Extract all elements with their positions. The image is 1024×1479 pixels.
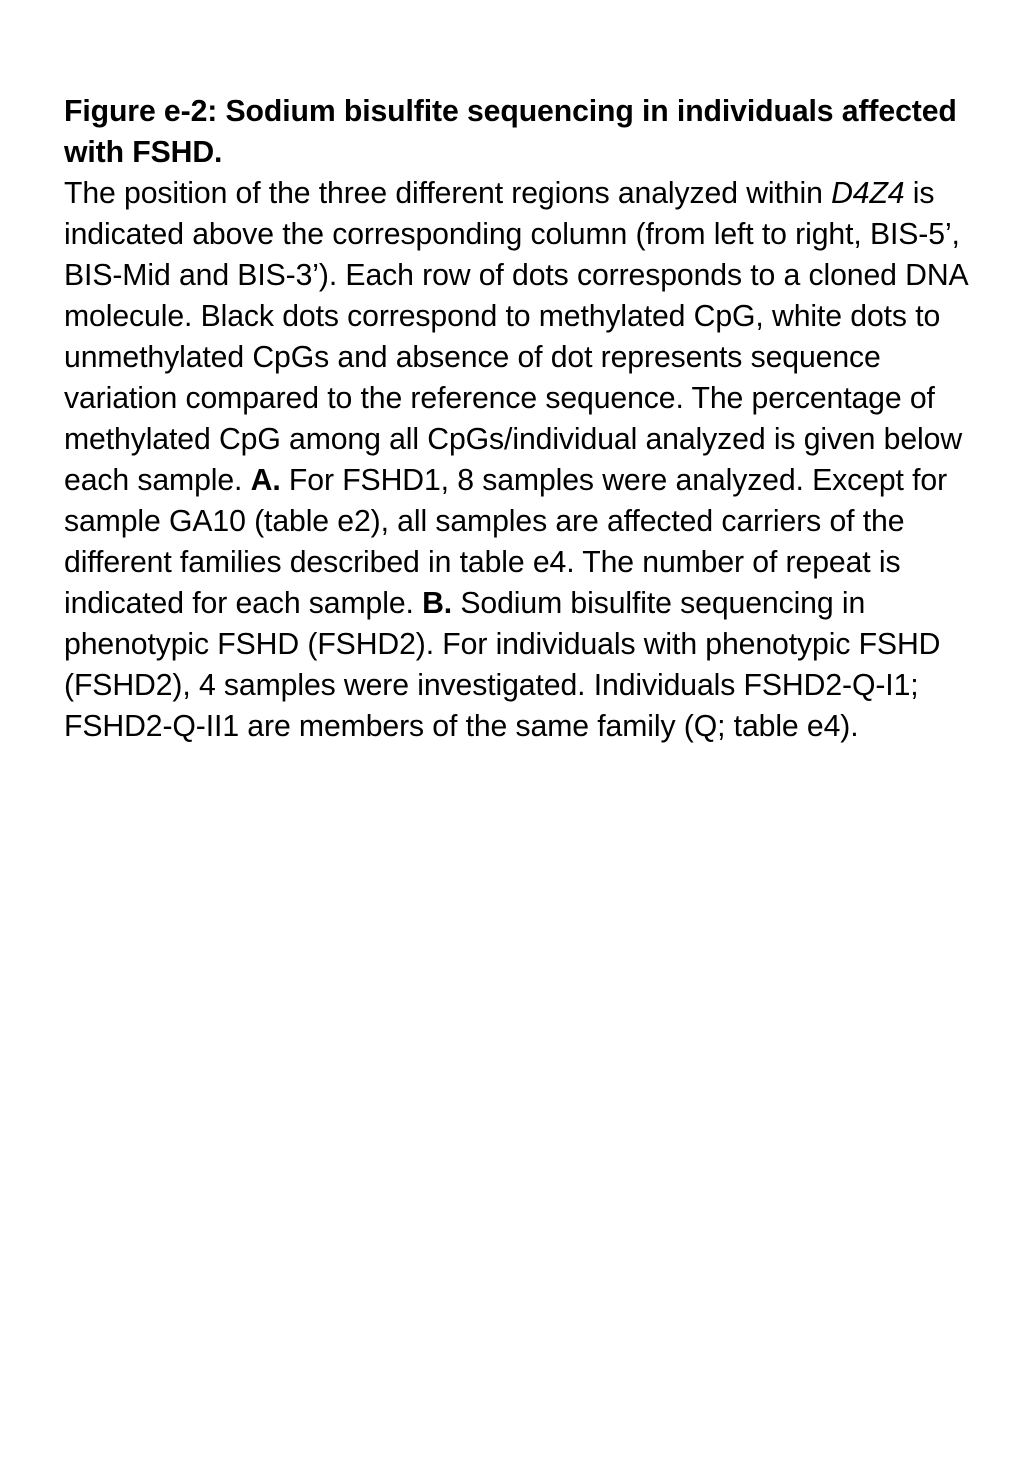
- panel-a-label: A.: [250, 464, 281, 497]
- panel-a-text: For FSHD1, 8 samples were analyzed. Except for sample GA10 (table e2), all samples are affected carriers of the different families described in table e4. The number of repeat is indicated for each sample.: [64, 464, 948, 620]
- caption-body-intro: The position of the three different regions analyzed within: [64, 177, 832, 210]
- panel-b-label: B.: [422, 587, 453, 620]
- figure-caption: [64, 91, 994, 747]
- caption-body-description: is indicated above the corresponding column (from left to right, BIS-5’, BIS-Mid and BIS-3’). Each row of dots corresponds to a cloned DNA molecule. Black dots correspond to methylated CpG, white dots to unmethylated CpGs and absence of dot represents sequence variation compared to the reference sequence. The percentage of methylated CpG among all CpGs/individual analyzed is given below each sample.: [64, 177, 967, 497]
- gene-name: D4Z4: [831, 177, 905, 210]
- caption-title: Figure e-2: Sodium bisulfite sequencing in individuals affected with FSHD.: [64, 95, 957, 169]
- panel-b-text: Sodium bisulfite sequencing in phenotypic FSHD (FSHD2). For individuals with phenotypic FSHD (FSHD2), 4 samples were investigated. Individuals FSHD2-Q-I1; FSHD2-Q-II1 are members of the same family (Q; table e4).: [64, 587, 941, 743]
- caption-body: [64, 173, 994, 747]
